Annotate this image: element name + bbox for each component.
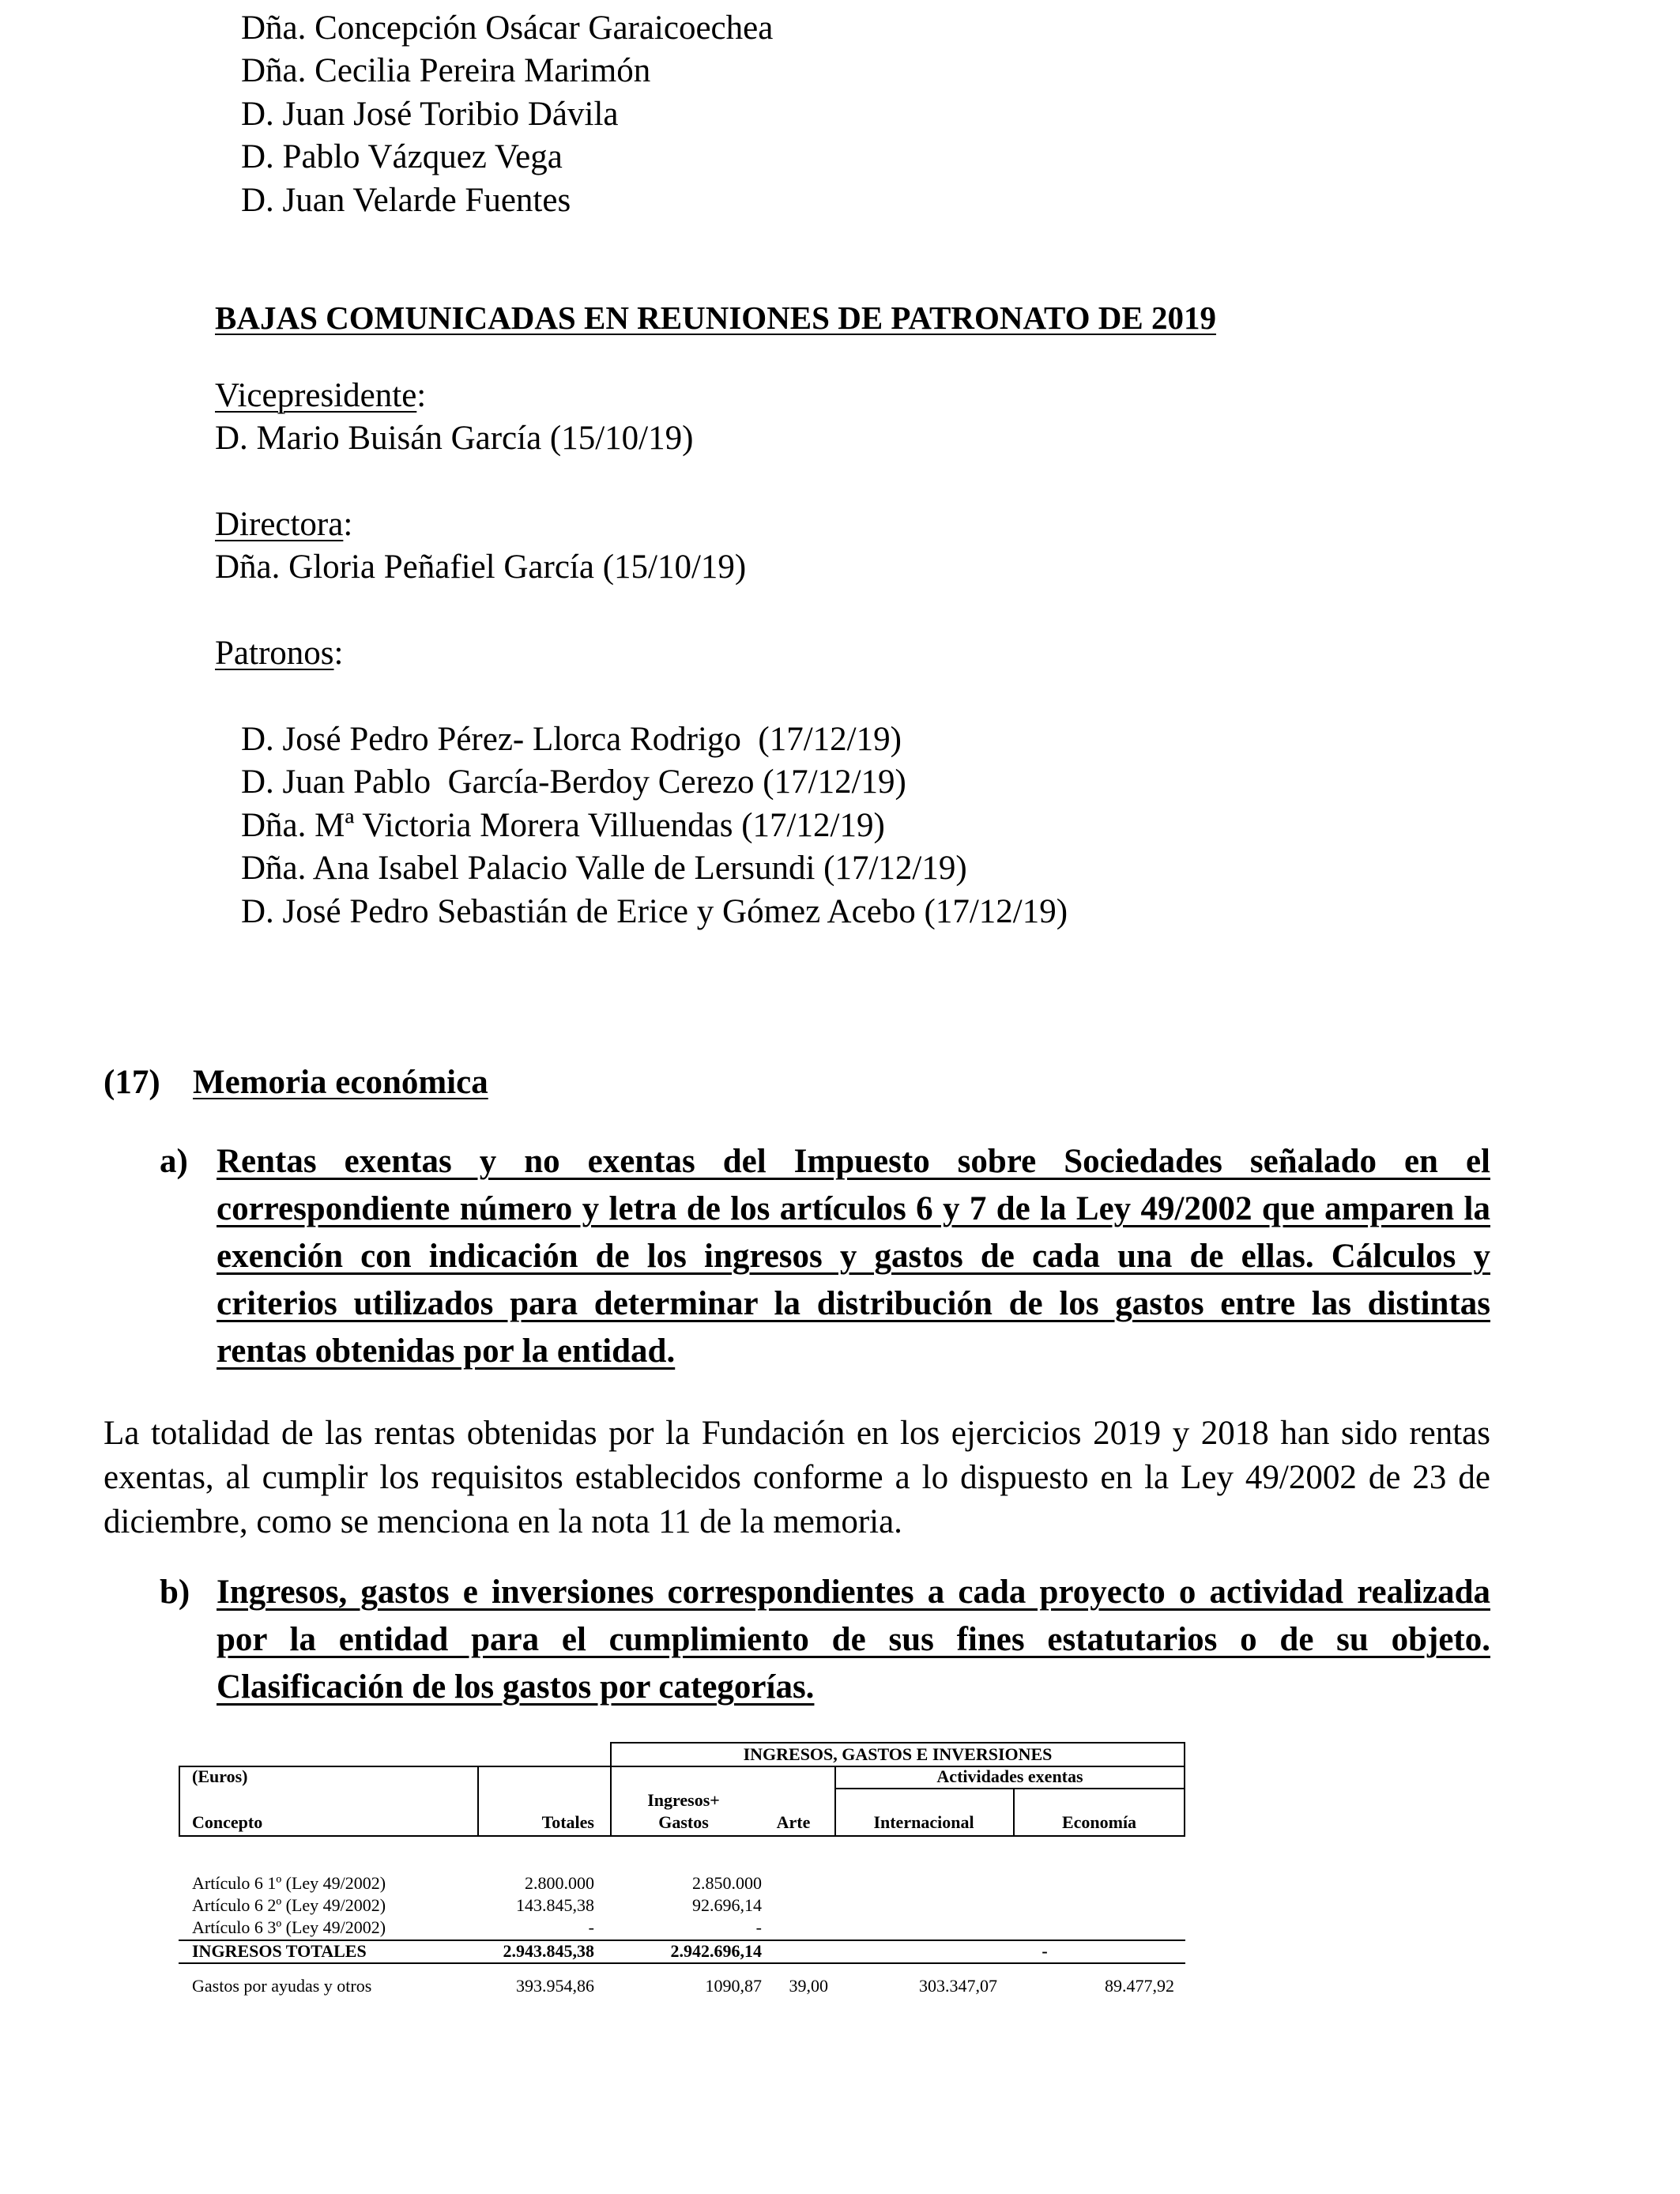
- section-number: (17): [104, 1064, 160, 1101]
- gastos-row-ingresos: 1090,87: [705, 1976, 762, 1996]
- table-cell-totales: -: [588, 1917, 594, 1937]
- name-line: D. Juan Velarde Fuentes: [241, 182, 571, 219]
- total-row-dash: -: [1042, 1941, 1048, 1961]
- patrono-item: Dña. Ana Isabel Palacio Valle de Lersundi (17/12/19): [241, 850, 967, 887]
- name-line: D. Juan José Toribio Dávila: [241, 96, 619, 133]
- gastos-row-totales: 393.954,86: [516, 1976, 594, 1996]
- gastos-row-arte: 39,00: [789, 1976, 828, 1996]
- income-expense-table: [179, 1742, 1187, 2011]
- item-a-marker: a): [160, 1143, 188, 1180]
- table-rule: [179, 1962, 1185, 1964]
- table-cell-ingresos: -: [755, 1917, 762, 1937]
- patrono-item: D. José Pedro Sebastián de Erice y Gómez Acebo (17/12/19): [241, 893, 1068, 930]
- vicepresidente-name: D. Mario Buisán García (15/10/19): [215, 420, 694, 457]
- table-rule: [610, 1742, 1185, 1744]
- col-header-totales: Totales: [541, 1812, 594, 1832]
- table-row-concepto: Artículo 6 2º (Ley 49/2002): [192, 1895, 386, 1915]
- table-cell-ingresos: 92.696,14: [692, 1895, 762, 1915]
- patronos-heading: [215, 632, 343, 675]
- total-row-totales: 2.943.845,38: [503, 1941, 594, 1961]
- item-b-text: [217, 1569, 1490, 1711]
- item-a-text-content: Rentas exentas y no exentas del Impuesto sobre Sociedades señalado en el correspondiente número y letra de los artículos 6 y 7 de la Ley 49/2002 que amparen la exención con indicación de los ingresos y gastos de cada una de ellas. Cálculos y criterios utilizados para determinar la distribución de los gastos entre las distintas rentas obtenidas por la entidad.: [217, 1143, 1490, 1370]
- gastos-row-concepto: Gastos por ayudas y otros: [192, 1976, 372, 1996]
- col-header-concepto: Concepto: [192, 1812, 263, 1832]
- patrono-item: D. José Pedro Pérez- Llorca Rodrigo (17/12/19): [241, 721, 902, 758]
- item-b-marker: b): [160, 1574, 190, 1611]
- table-rule: [834, 1788, 1185, 1789]
- colon: :: [416, 377, 427, 414]
- gastos-row-economia: 89.477,92: [1105, 1976, 1174, 1996]
- directora-name: Dña. Gloria Peñafiel García (15/10/19): [215, 548, 747, 586]
- item-a-text: [217, 1138, 1490, 1375]
- col-header-gastos: Gastos: [658, 1812, 709, 1832]
- directora-heading: [215, 503, 352, 546]
- patrono-item: D. Juan Pablo García-Berdoy Cerezo (17/12/19): [241, 763, 906, 801]
- table-sub-header: Actividades exentas: [936, 1766, 1083, 1786]
- item-b-text-content: Ingresos, gastos e inversiones correspondientes a cada proyecto o actividad realizada por la entidad para el cumplimiento de sus fines estatutarios o de su objeto. Clasificación de los gastos por categorías.: [217, 1574, 1490, 1706]
- total-row-ingresos: 2.942.696,14: [670, 1941, 762, 1961]
- colon: :: [343, 506, 353, 543]
- col-header-internacional: Internacional: [873, 1812, 974, 1832]
- table-cell-ingresos: 2.850.000: [692, 1873, 762, 1893]
- table-group-header: INGRESOS, GASTOS E INVERSIONES: [743, 1744, 1053, 1764]
- table-rule: [179, 1835, 1185, 1837]
- table-rule: [179, 1766, 180, 1837]
- table-cell-totales: 2.800.000: [525, 1873, 594, 1893]
- vicepresidente-label: Vicepresidente: [215, 377, 417, 414]
- patrono-item: Dña. Mª Victoria Morera Villuendas (17/12/19): [241, 807, 885, 844]
- bajas-title: BAJAS COMUNICADAS EN REUNIONES DE PATRONATO DE 2019: [215, 300, 1216, 336]
- body-paragraph: La totalidad de las rentas obtenidas por la Fundación en los ejercicios 2019 y 2018 han sido rentas exentas, al cumplir los requisitos establecidos conforme a lo dispuesto en la Ley 49/2002 de 23 de diciembre, como se menciona en la nota 11 de la memoria.: [104, 1415, 1490, 1540]
- total-row-concepto: INGRESOS TOTALES: [192, 1941, 367, 1961]
- gastos-row-internacional: 303.347,07: [919, 1976, 997, 1996]
- section-title: Memoria económica: [193, 1064, 488, 1101]
- table-cell-totales: 143.845,38: [516, 1895, 594, 1915]
- col-header-economia: Economía: [1061, 1812, 1137, 1832]
- table-row-concepto: Artículo 6 1º (Ley 49/2002): [192, 1873, 386, 1893]
- col-header-ingresos: Ingresos+: [647, 1790, 720, 1810]
- patronos-label: Patronos: [215, 635, 334, 672]
- directora-label: Directora: [215, 506, 344, 543]
- col-header-arte: Arte: [776, 1812, 811, 1832]
- table-row-concepto: Artículo 6 3º (Ley 49/2002): [192, 1917, 386, 1937]
- name-line: Dña. Cecilia Pereira Marimón: [241, 52, 651, 89]
- table-units: (Euros): [192, 1766, 248, 1786]
- name-line: D. Pablo Vázquez Vega: [241, 138, 563, 175]
- name-line: Dña. Concepción Osácar Garaicoechea: [241, 9, 774, 47]
- colon: :: [333, 635, 344, 672]
- vicepresidente-heading: [215, 375, 426, 417]
